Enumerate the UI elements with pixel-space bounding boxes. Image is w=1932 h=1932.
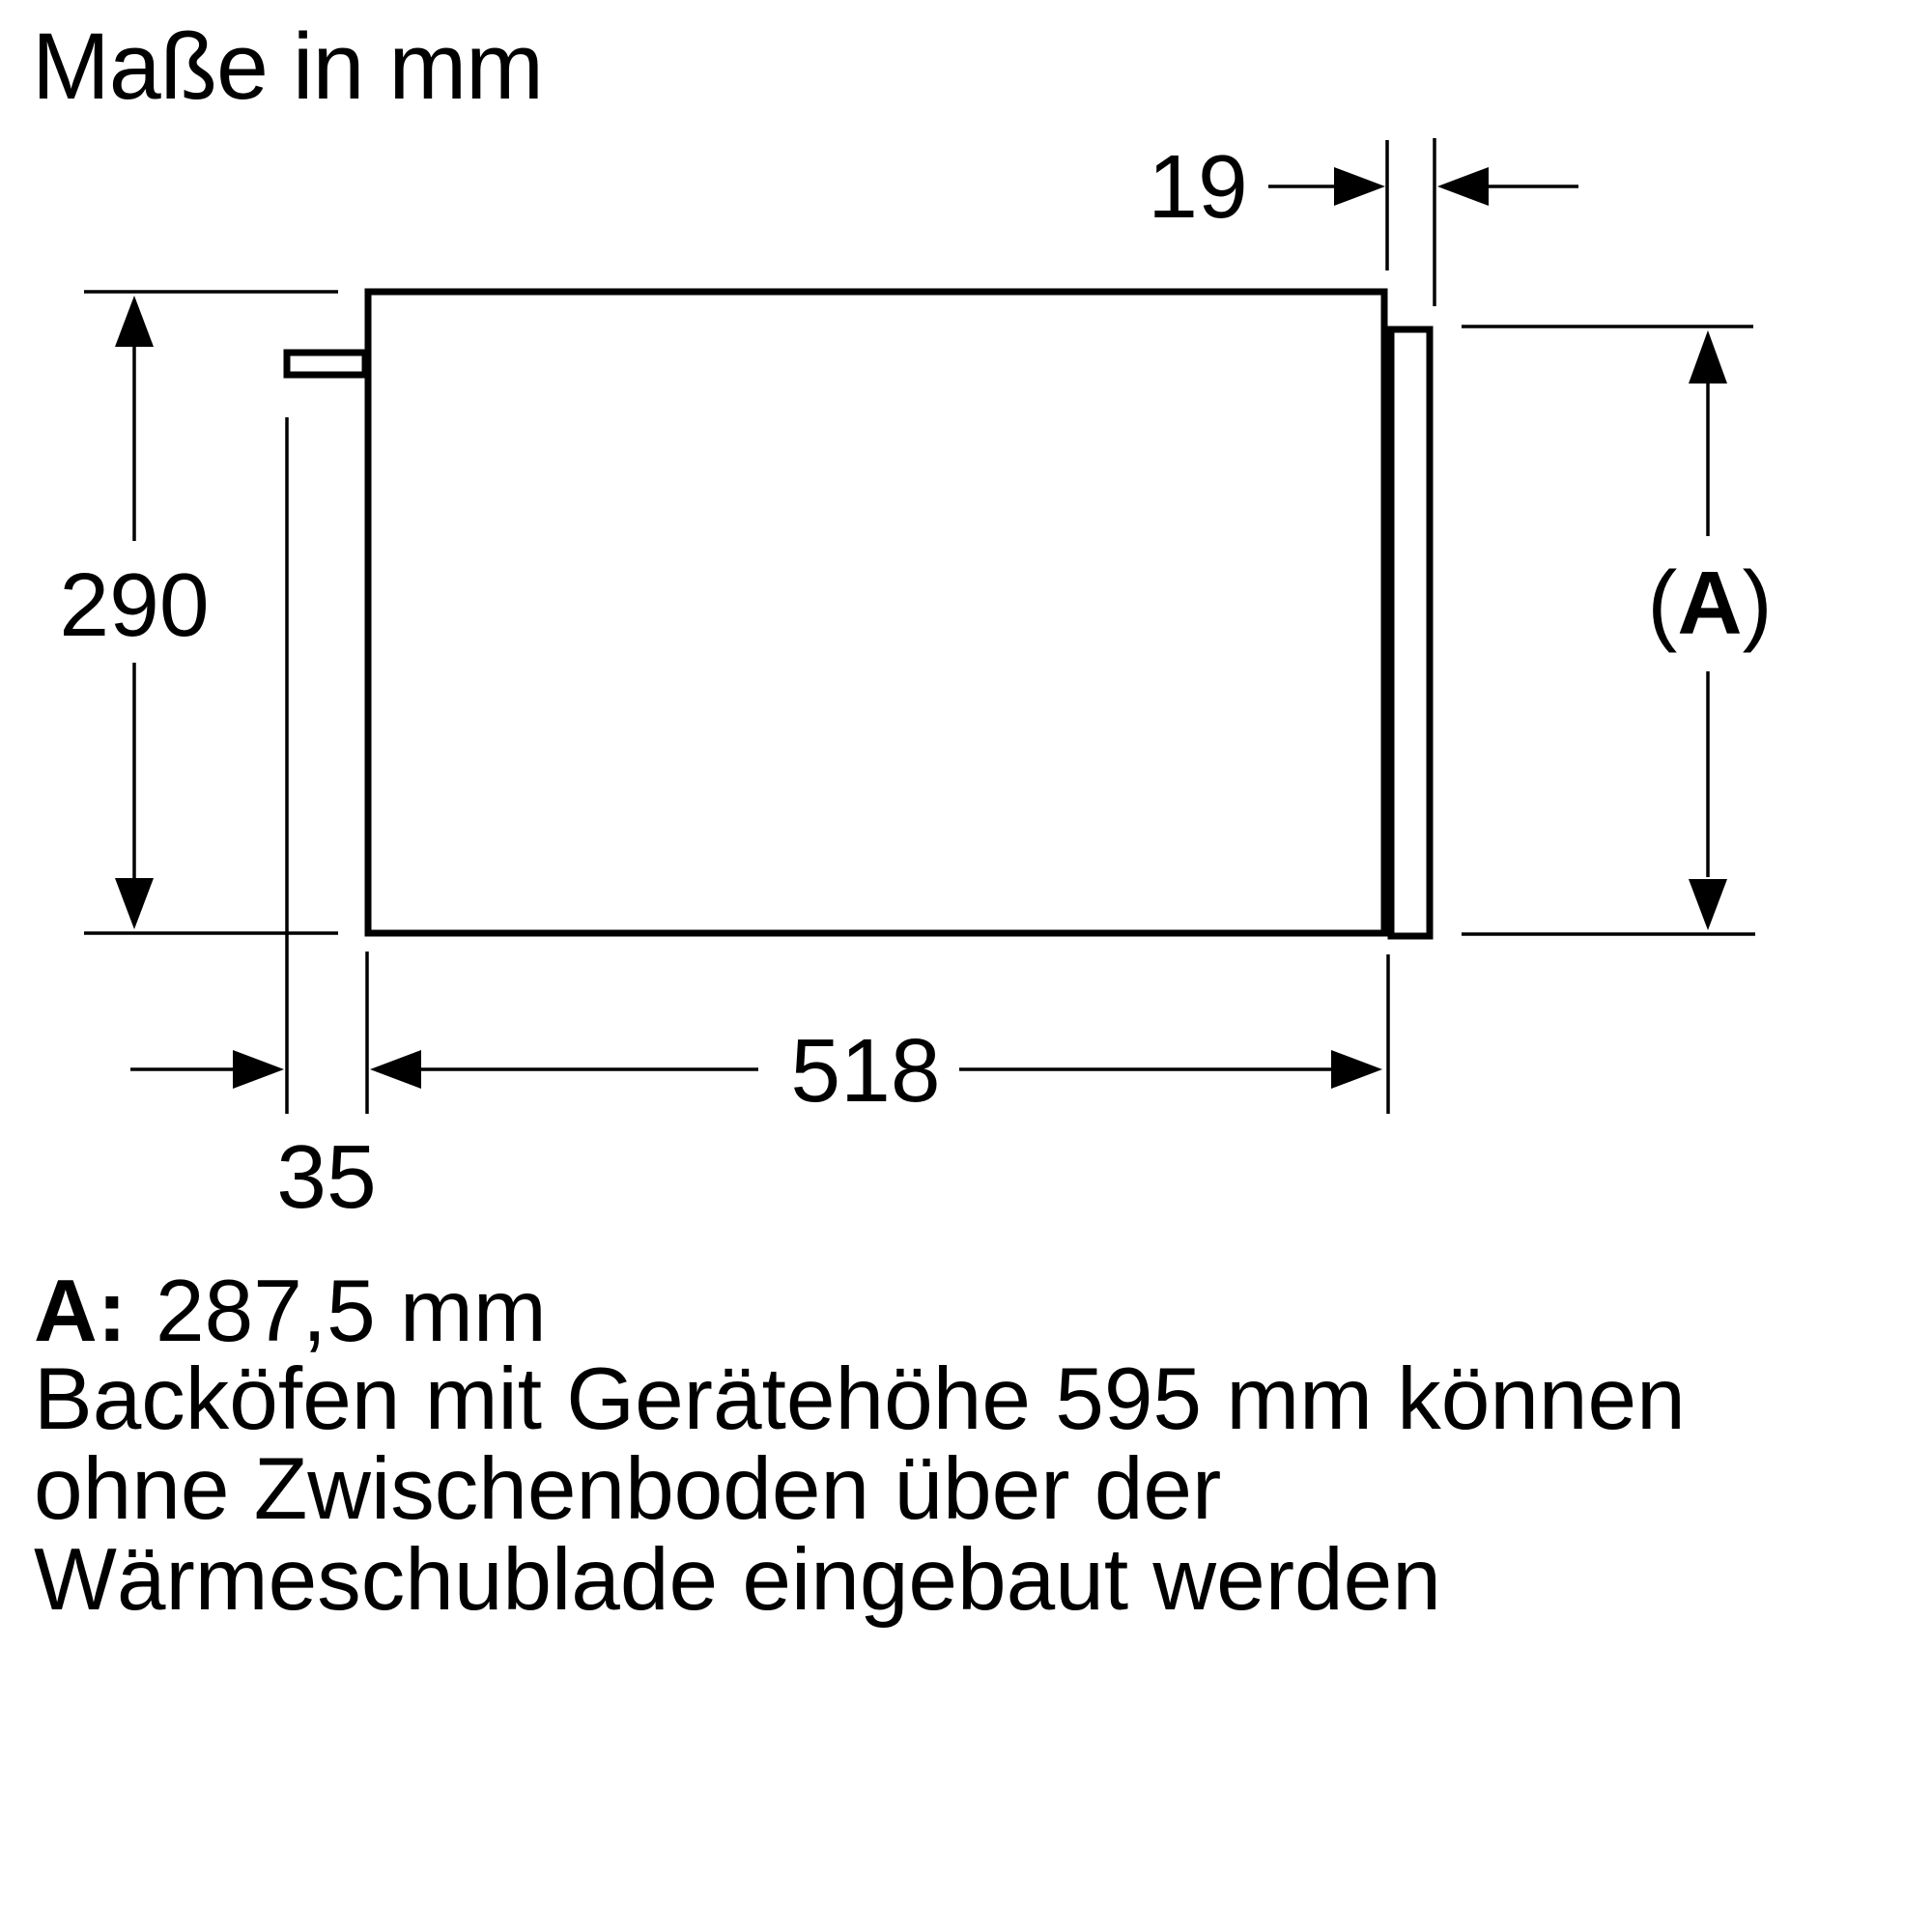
arrowhead-35-right-pointing: [233, 1050, 284, 1089]
arrowhead-a-up: [1689, 330, 1727, 384]
dimension-label-a-letter: A: [1677, 553, 1743, 653]
dimension-label-35: 35: [276, 1126, 377, 1227]
note-a-value: [34, 1263, 547, 1360]
description-line-3: Wärmeschublade eingebaut werden: [34, 1531, 1441, 1629]
note-a-label: A:: [34, 1263, 128, 1360]
page-title: Maße in mm: [32, 14, 543, 119]
description-line-1: Backöfen mit Gerätehöhe 595 mm können: [34, 1350, 1686, 1448]
arrowhead-19-left-pointing: [1437, 167, 1489, 206]
dimension-label-290: 290: [59, 554, 210, 655]
arrowhead-518-left-pointing: [370, 1050, 421, 1089]
drawer-handle: [287, 353, 365, 375]
dimension-label-518: 518: [790, 1020, 941, 1121]
front-panel: [1391, 329, 1430, 936]
description-line-2: ohne Zwischenboden über der: [34, 1440, 1222, 1538]
arrowhead-290-up: [115, 296, 154, 347]
arrowhead-518-right-pointing: [1331, 1050, 1382, 1089]
note-a-measurement: 287,5 mm: [156, 1263, 547, 1360]
dimension-label-a-open-paren: (: [1647, 553, 1678, 653]
arrowhead-290-down: [115, 878, 154, 929]
arrowhead-a-down: [1689, 879, 1727, 930]
dimension-label-19: 19: [1148, 136, 1248, 237]
arrowhead-19-right-pointing: [1334, 167, 1385, 206]
dimension-label-a-close-paren: ): [1742, 553, 1773, 653]
dimension-label-a: [1647, 553, 1772, 653]
drawer-body-outline: [368, 292, 1384, 933]
